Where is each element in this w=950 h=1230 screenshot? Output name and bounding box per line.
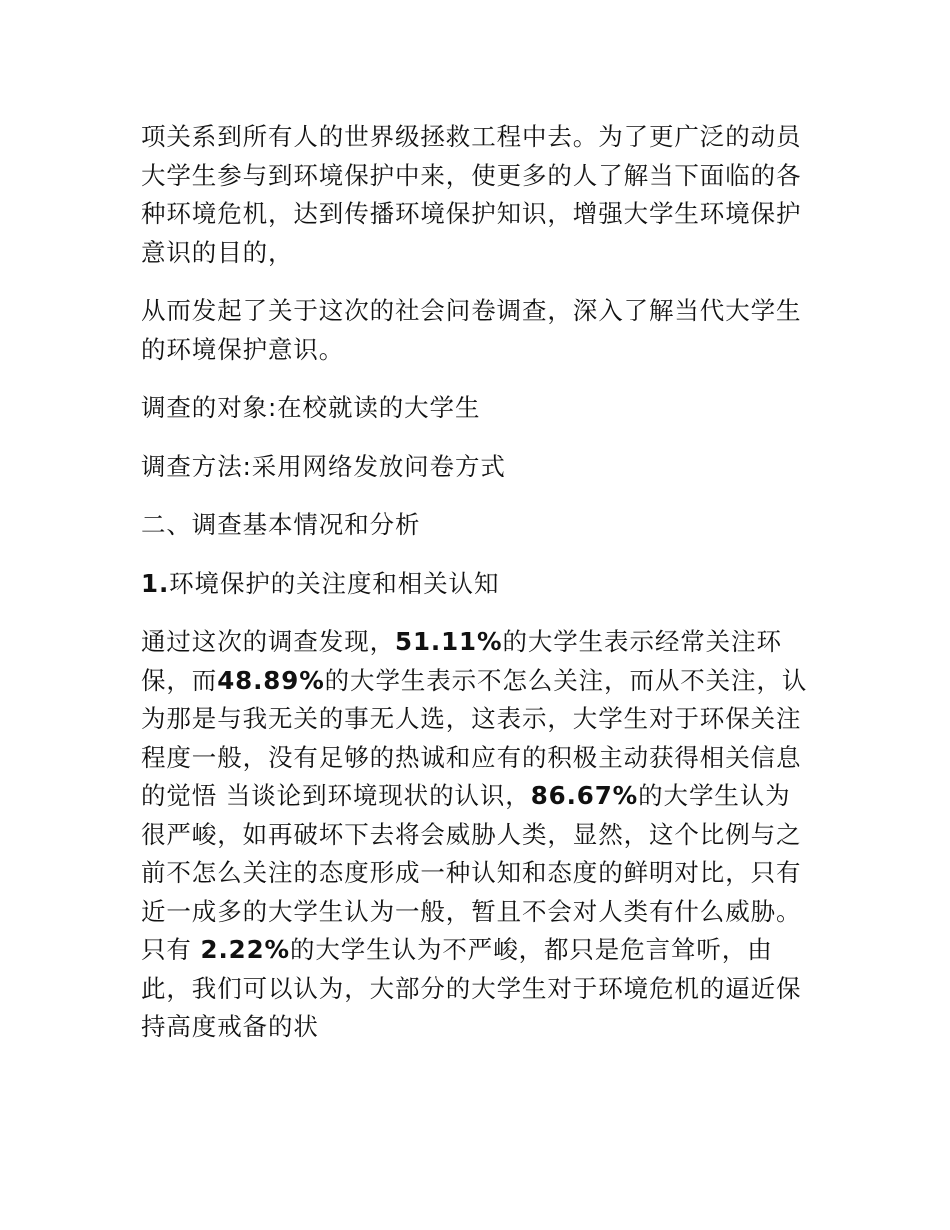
- findings-text-3: 的大学生表示不怎么关注，而从不关注，认为那是与我无关的事无人选，这表示，大学生对于环保关注程度一般，没有足够的热诚和应有的积极主动获得相关信息的觉悟 当谈论到环境现状的认识，: [141, 665, 808, 810]
- paragraph-purpose: 从而发起了关于这次的社会问卷调查，深入了解当代大学生的环境保护意识。: [141, 296, 802, 364]
- paragraph-intro: 项关系到所有人的世界级拯救工程中去。为了更广泛的动员大学生参与到环境保护中来，使更多的人了解当下面临的各种环境危机，达到传播环境保护知识，增强大学生环境保护意识的目的，: [141, 122, 802, 267]
- document-body: [141, 118, 809, 1047]
- percentage-very-serious: 86.67%: [530, 781, 639, 810]
- paragraph-survey-method: 调查方法:采用网络发放问卷方式: [141, 451, 506, 481]
- findings-text-5: 的大学生认为不严峻，都只是危言耸听，由此，我们可以认为，大部分的大学生对于环境危机的逼近保持高度戒备的状: [141, 935, 802, 1041]
- findings-text-2: 的大学生表示经常关注环保，而: [141, 627, 782, 695]
- findings-text-4: 的大学生认为很严峻，如再破坏下去将会威胁人类，显然，这个比例与之前不怎么关注的态度形成一种认知和态度的鲜明对比，只有近一成多的大学生认为一般，暂且不会对人类有什么威胁。只有: [141, 781, 802, 964]
- percentage-not-serious: 2.22%: [200, 935, 290, 964]
- section-heading-two: 二、调查基本情况和分析: [141, 510, 421, 539]
- paragraph-findings: [141, 623, 809, 1047]
- subsection-heading-one: [141, 565, 809, 604]
- paragraph-survey-subject: 调查的对象:在校就读的大学生: [141, 393, 481, 422]
- subsection-number: 1.: [141, 568, 170, 598]
- percentage-often-concerned: 51.11%: [395, 627, 503, 656]
- percentage-not-concerned: 48.89%: [217, 665, 325, 695]
- findings-text-1: 通过这次的调查发现，: [141, 627, 395, 656]
- subsection-title: 环境保护的关注度和相关认知: [169, 568, 500, 598]
